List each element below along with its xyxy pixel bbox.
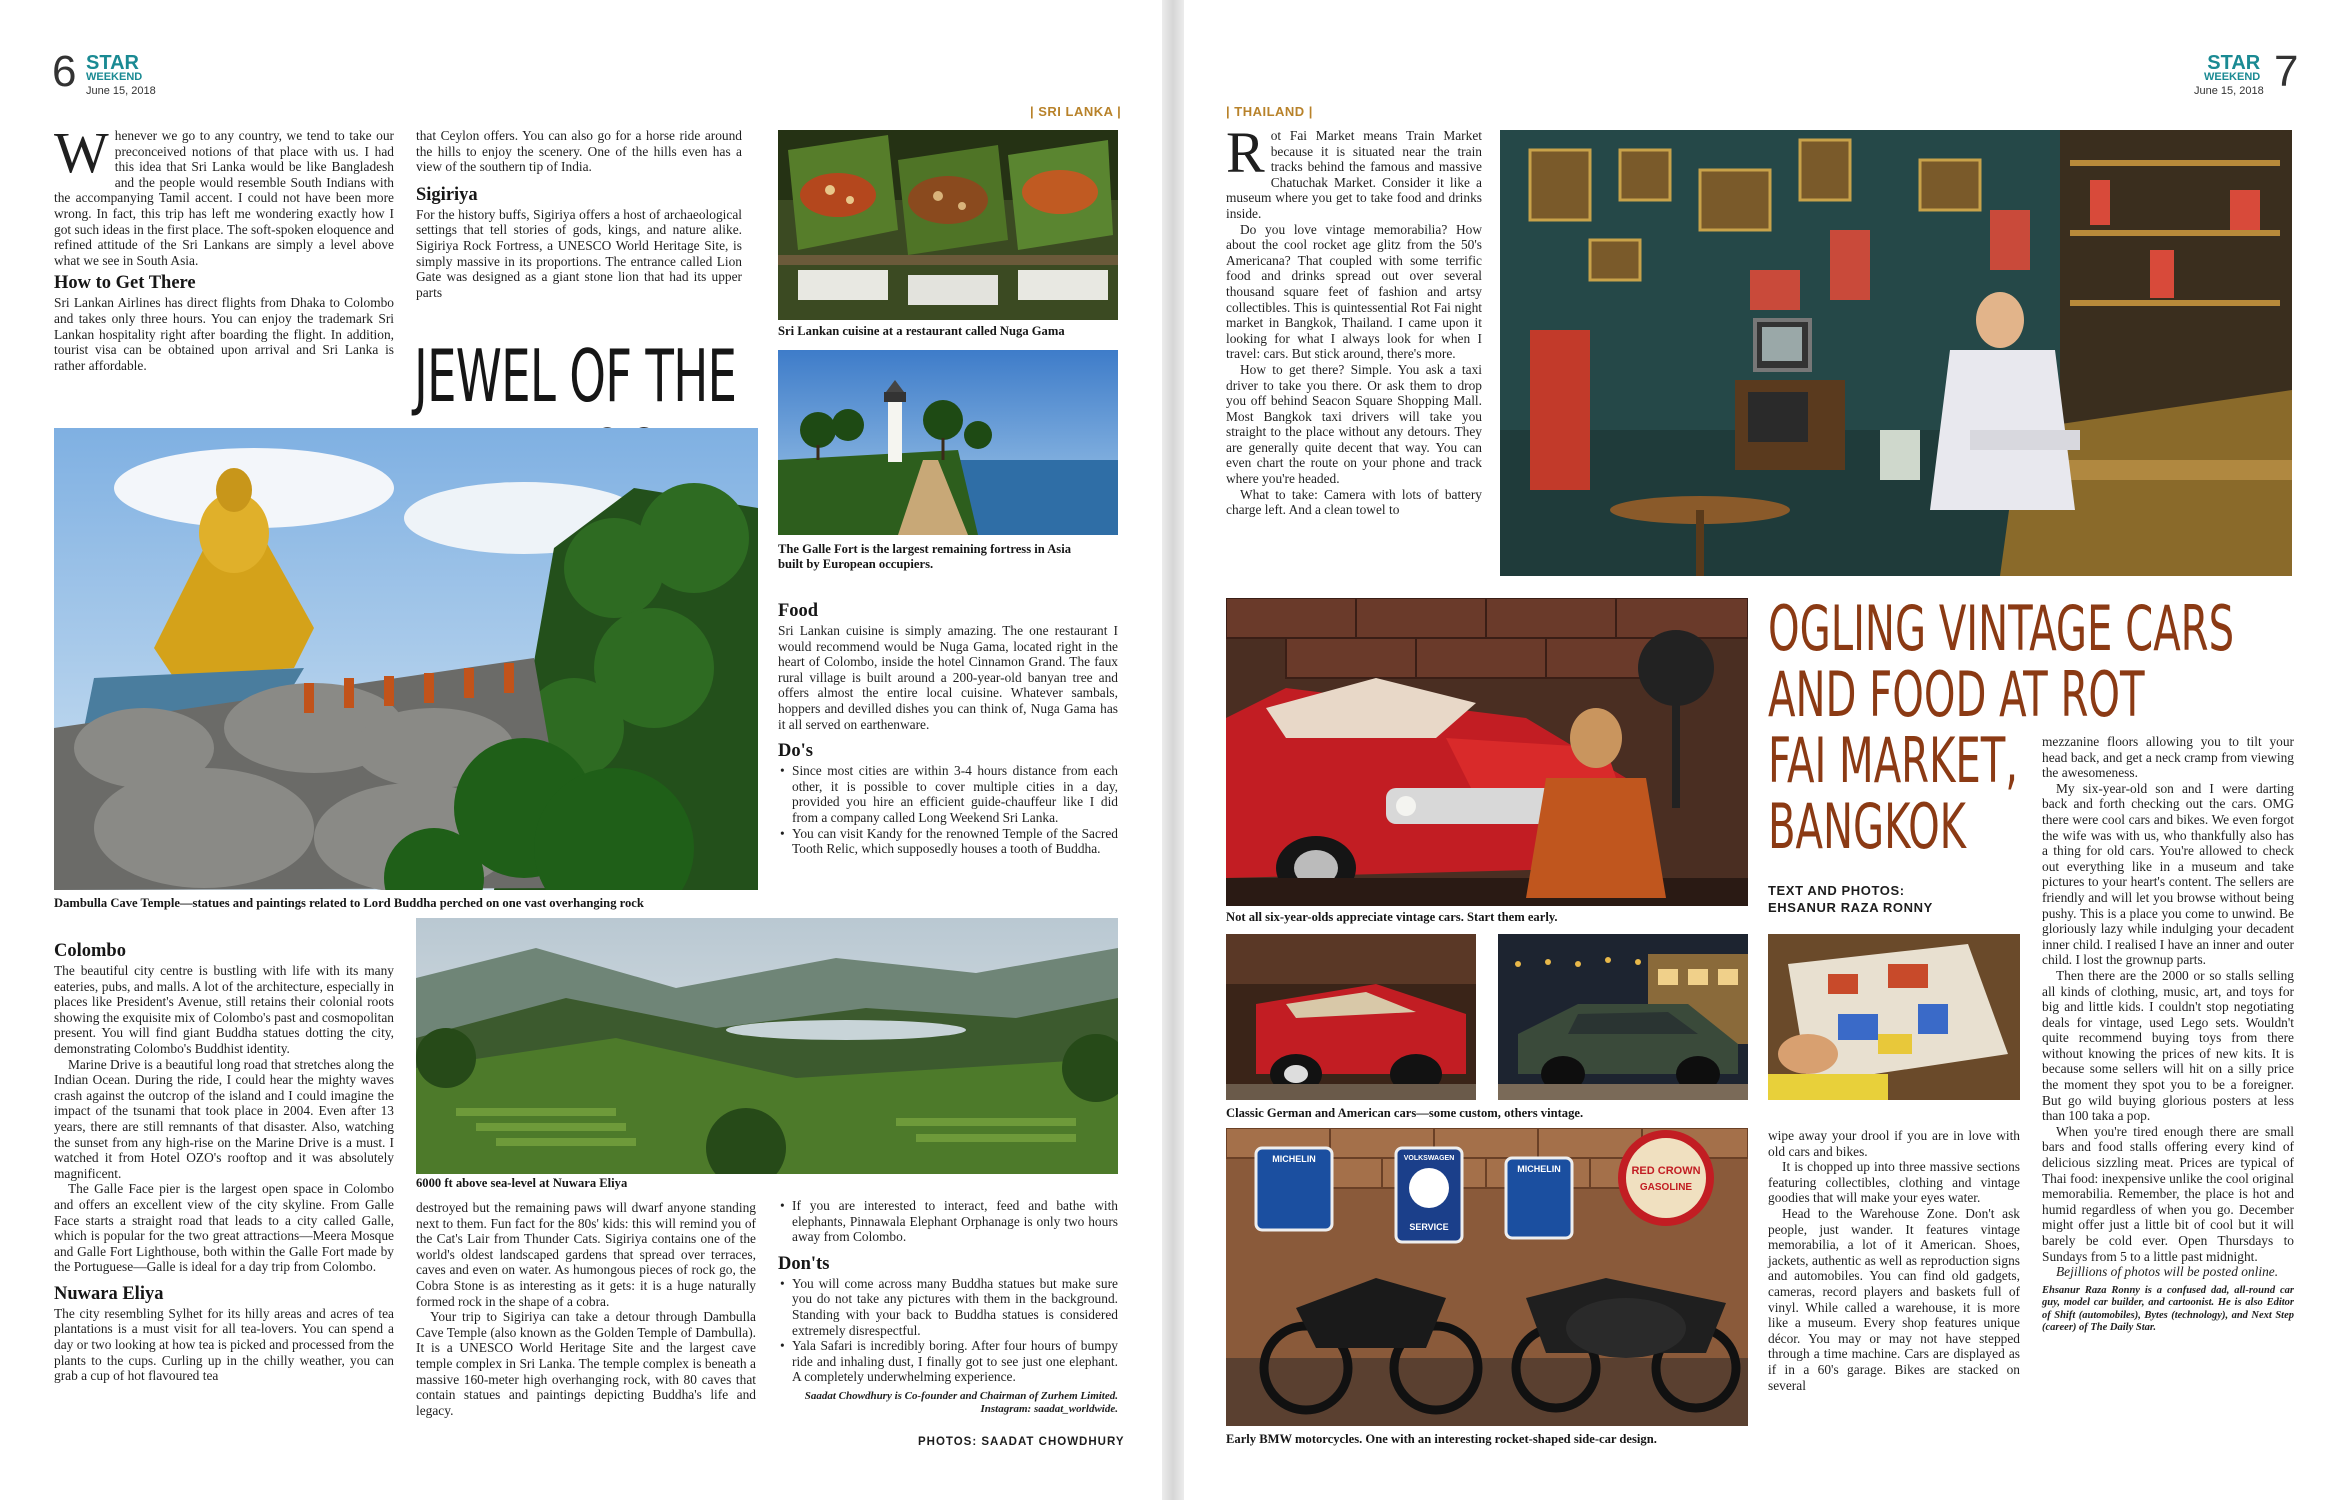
colombo-column: Colombo The beautiful city centre is bustling with life with its many eateries, pubs, and malls. A lot of the architecture, especially in places like President's Avenue, still retains their colonial roots showing the exquisite mix of Colombo's past and cosmopolitan present. You will find giant Buddha statues dotting the city, demonstrating Colombo's Buddhist identity. Marine Drive is a beautiful long road that stretches along the Indian Ocean. During the ride, I could hear the mighty waves crash against the outcrop of the island and I could imagine the impact of the tsunami that took place in 2004. Even after 13 years, there are still remnants of that disaster. Also, watching the sunset from any high-rise on the Marine Drive is a must. I watched it from Hotel OZO's rooftop and it was absolutely magnificent. The Galle Face pier is the largest open space in Colombo and offers an excellent view of the city skyline. From Galle Face starts a straight road that leads to a city called Galle, which is popular for the two great attractions—Meera Mosque and Galle Fort Lighthouse, both within the Galle Fort made by the Portuguese—Galle is ideal for a day trip from Colombo. Nuwara Eliya The city resembling Sylhet for its hilly areas and acres of tea plantations is a must visit for all tea-lovers. You can spend a day or two looking at how tea is picked and processed from the plants to the cups. Curling up in the chilly weather, you can grab a cup of hot flavoured tea [54, 941, 394, 1384]
dos-item: • Since most cities are within 3-4 hours distance from each other, it is possible to cover multiple cities in a day, provided you hire an efficient guide-chauffeur like I did from a company called Long Weekend Sri Lanka. [778, 763, 1118, 825]
nuwara-eliya-caption: 6000 ft above sea-level at Nuwara Eliya [416, 1176, 628, 1190]
dos-heading: Do's [778, 741, 813, 762]
sigiriya-continued-column: destroyed but the remaining paws will dwarf anyone standing next to them. Fun fact for the 80s' kids: this will remind you of the Cat's Lair from Thunder Cats. Sigiriya contains one of the world's oldest landscaped gardens that spread over terraces, caves and even on water. As humongous pieces of rock go, the Cobra Stone is as interesting as it gets: it is a huge naturally formed rock in the shape of a cobra. Your trip to Sigiriya can take a detour through Dambulla Cave Temple (also known as the Golden Temple of Dambulla). It is a UNESCO World Heritage Site and the largest cave temple complex in Sri Lanka. The temple complex is beneath a massive 160-meter high overhanging rock, with 80 caves that contain statues and paintings depicting Buddha's life and legacy. [416, 1200, 756, 1418]
intro-column: Whenever we go to any country, we tend to take our preconceived notions of that place with us. I had this idea that Sri Lanka would be like Bangladesh and the people would resemble South Indians with the accompanying Tamil accent. I could not have been more wrong. In fact, this trip has left me wondering exactly how I got such ideas in the first place. The soft-spoken eloquence and refined attitude of the Sri Lankans are simply a level above what we see in South Asia. How to Get There Sri Lankan Airlines has direct flights from Dhaka to Colombo and takes only three hours. You can enjoy the trademark Sri Lankan hospitality right after boarding the flight. In addition, tourist visa can be obtained upon arrival and Sri Lanka is rather affordable. [54, 120, 394, 373]
issue-date: June 15, 2018 [86, 85, 156, 97]
brand-logo: STAR WEEKEND [2204, 52, 2261, 83]
sign-michelin-2: MICHELIN [1517, 1164, 1561, 1174]
donts-item: • Yala Safari is incredibly boring. After four hours of bumpy ride and inhaling dust, I finally got to see just one elephant. A completely underwhelming experience. [778, 1338, 1118, 1385]
how-heading: How to Get There [54, 273, 196, 294]
dos-list [778, 763, 1118, 857]
toy-stall-photo [1768, 934, 2020, 1100]
market-column: mezzanine floors allowing you to tilt your head back, and get a neck cramp from viewing the awesomeness. My six-year-old son and I were darting back and forth checking out the cars. OMG there were cool cars and bikes. We even forgot the wife was with us, who thankfully also has a thing for old cars. You're allowed to check out everything like in a museum and take pictures to your heart's content. The sellers are friendly and will let you browse without being pushy. This is a place you come to unwind. Be gloriously lazy while indulging your decadent inner child. I realised I have an inner and outer child. I lost the grownup parts. Then there are the 2000 or so stalls selling all kinds of clothing, music, art, and toys for big and little kids. I couldn't stop negotiating deals for vintage, used Lego sets. Wouldn't quite recommend buying toys from there without knowing the prices of new kits. It is because some sellers will hit on a silly price the moment they spot you to be a foreigner. But go wild buying glorious posters at less than 100 taka a pop. When you're tired enough there are small bars and food stalls offering every kind of delicious sizzling meat. Prices are typical of Thai food: inexpensive unlike the cool original memorabilia. Remember, the place is hot and humid regardless of when you go. December might offer just a little bit of cool but it will barely be cold ever. Open Thursdays to Sundays from 5 to a little past midnight. Bejillions of photos will be posted online. Ehsanur Raza Ronny is a confused dad, all-round car guy, model car builder, and cartoonist. He is also Editor of Shift (automobiles), Bytes (technology), and Next Step (career) of The Daily Star. [2042, 734, 2294, 1334]
american-car-photo [1498, 934, 1748, 1100]
author-bio: Ehsanur Raza Ronny is a confused dad, all-round car guy, model car builder, and cartoonist. He is also Editor of Shift (automobiles), Bytes (technology), and Next Step (career) of The Daily Star. [2042, 1284, 2294, 1334]
food-column: Food Sri Lankan cuisine is simply amazing. The one restaurant I would recommend would be Nuga Gama, located right in the heart of Colombo, inside the hotel Cinnamon Grand. The faux rural village is built around a 200-year-old banyan tree and offers almost the entire local cuisine. Whatever sambals, hoppers and devilled dishes you can think of, Nuga Gama has it all served on earthenware. Do's • Since most cities are within 3-4 hours distance from each other, it is possible to cover multiple cities in a day, provided you hire an efficient guide-chauffeur like I did from a company called Long Weekend Sri Lanka. • You can visit Kandy for the renowned Temple of the Sacred Tooth Relic, which supposedly houses a tooth of Buddha. [778, 596, 1118, 857]
section-label: | SRI LANKA | [1030, 104, 1122, 119]
ceylon-column: that Ceylon offers. You can also go for a horse ride around the hills to enjoy the scenery. One of the hills even has a view of the southern tip of India. Sigiriya For the history buffs, Sigiriya offers a host of archaeological settings that tell stories of gods, kings, and nature alike. Sigiriya Rock Fortress, a UNESCO World Heritage Site, is simply massive in its proportions. The entrance called Lion Gate was designed as a giant stone lion that had its upper parts [416, 128, 742, 300]
bmw-caption: Early BMW motorcycles. One with an interesting rocket-shaped side-car design. [1226, 1432, 1657, 1446]
dambulla-photo [54, 428, 758, 890]
dos-item: • If you are interested to interact, feed and bathe with elephants, Pinnawala Elephant Orphanage is only two hours away from Colombo. [778, 1198, 1118, 1245]
sigiriya-heading: Sigiriya [416, 184, 478, 205]
page-gutter [1162, 0, 1184, 1500]
sign-michelin: MICHELIN [1272, 1154, 1316, 1164]
memorabilia-shop-photo [1500, 130, 2292, 576]
sign-service: SERVICE [1409, 1222, 1449, 1232]
cars-caption: Classic German and American cars—some custom, others vintage. [1226, 1106, 1584, 1120]
warehouse-column: wipe away your drool if you are in love with old cars and bikes. It is chopped up into three massive sections featuring collectibles, clothing and vintage goodies that will make your eyes water. Head to the Warehouse Zone. Don't ask people, just wander. It features vintage memorabilia, a lot of it American. Shoes, jackets, authentic as well as reproduction signs and automobiles. You can find old gadgets, cameras, record players and baskets full of vinyl. While called a warehouse, it is more like a museum. Every shop features unique décor. You may or may not have stepped through a time machine. Cars are displayed as if in a 60's garage. Bikes are stacked on several [1768, 1128, 2020, 1393]
drop-cap: R [1226, 120, 1265, 185]
food-photo-caption: Sri Lankan cuisine at a restaurant called Nuga Gama [778, 324, 1065, 338]
boy-vintage-car-photo [1226, 598, 1748, 906]
nuwara-heading: Nuwara Eliya [54, 1283, 164, 1304]
donts-heading: Don'ts [778, 1253, 830, 1274]
page-number: 6 [52, 47, 77, 96]
food-heading: Food [778, 601, 819, 621]
donts-column [778, 1198, 1118, 1416]
galle-fort-photo [778, 350, 1118, 535]
brand-logo: STAR WEEKEND [86, 52, 143, 83]
intro-column: Rot Fai Market means Train Market because it is situated near the train tracks behind the famous and massive Chatuchak Market. Consider it like a museum where you get to take food and drinks inside. Do you love vintage memorabilia? How about the cool rocket age glitz from the 50's Americana? That coupled with some terrific food and drinks spread out over several thousand square feet of fashion and artsy collectibles. This is quintessential Rot Fai night market in Bangkok, Thailand. I came upon it looking for what I always look for when I travel: cars. But stick around, there's more. How to get there? Simple. You ask a taxi driver to take you there. Or ask them to drop you off behind Seacon Square Shopping Mall. Most Bangkok taxi drivers will take you straight to the place without any detours. They are generally quite decent that way. You can even chart the route on your phone and track where you're headed. What to take: Camera with lots of battery charge left. And a clean towel to [1226, 120, 1482, 518]
section-label: | THAILAND | [1226, 104, 1313, 119]
food-photo [778, 130, 1118, 320]
sign-gasoline: GASOLINE [1639, 1182, 1693, 1193]
right-page [1184, 0, 2345, 1500]
left-page [0, 0, 1162, 1500]
photo-credit: PHOTOS: SAADAT CHOWDHURY [918, 1436, 1125, 1448]
sign-volkswagen: VOLKSWAGEN [1403, 1155, 1455, 1162]
galle-fort-caption: The Galle Fort is the largest remaining fortress in Asia built by European occupiers. [778, 542, 1072, 571]
german-car-photo [1226, 934, 1476, 1100]
donts-item: • You will come across many Buddha statues but make sure you do not take any pictures with them in the background. Standing with your back to Buddha statues is considered extremely disrespectful. [778, 1276, 1118, 1338]
drop-cap: W [54, 120, 109, 185]
bmw-motorcycles-photo [1226, 1128, 1748, 1426]
boy-vintage-car-caption: Not all six-year-olds appreciate vintage cars. Start them early. [1226, 910, 1558, 924]
headline: JEWEL OF THE [414, 334, 737, 418]
page-number: 7 [2274, 47, 2299, 96]
sign-red-crown: RED CROWN [1631, 1165, 1701, 1177]
headline: OGLING VINTAGE CARS AND FOOD AT ROT FAI MARKET, BANGKOK [1768, 592, 2235, 863]
donts-list [778, 1276, 1118, 1385]
dos-item: • You can visit Kandy for the renowned Temple of the Sacred Tooth Relic, which supposedly houses a tooth of Buddha. [778, 826, 1118, 857]
dambulla-caption: Dambulla Cave Temple—statues and paintings related to Lord Buddha perched on one vast overhanging rock [54, 896, 644, 910]
nuwara-eliya-photo [416, 918, 1118, 1174]
author-bio: Saadat Chowdhury is Co-founder and Chairman of Zurhem Limited. Instagram: saadat_worldwide. [804, 1389, 1118, 1415]
issue-date: June 15, 2018 [2194, 85, 2264, 97]
colombo-heading: Colombo [54, 941, 126, 961]
byline: TEXT AND PHOTOS: EHSANUR RAZA RONNY [1768, 883, 1933, 915]
